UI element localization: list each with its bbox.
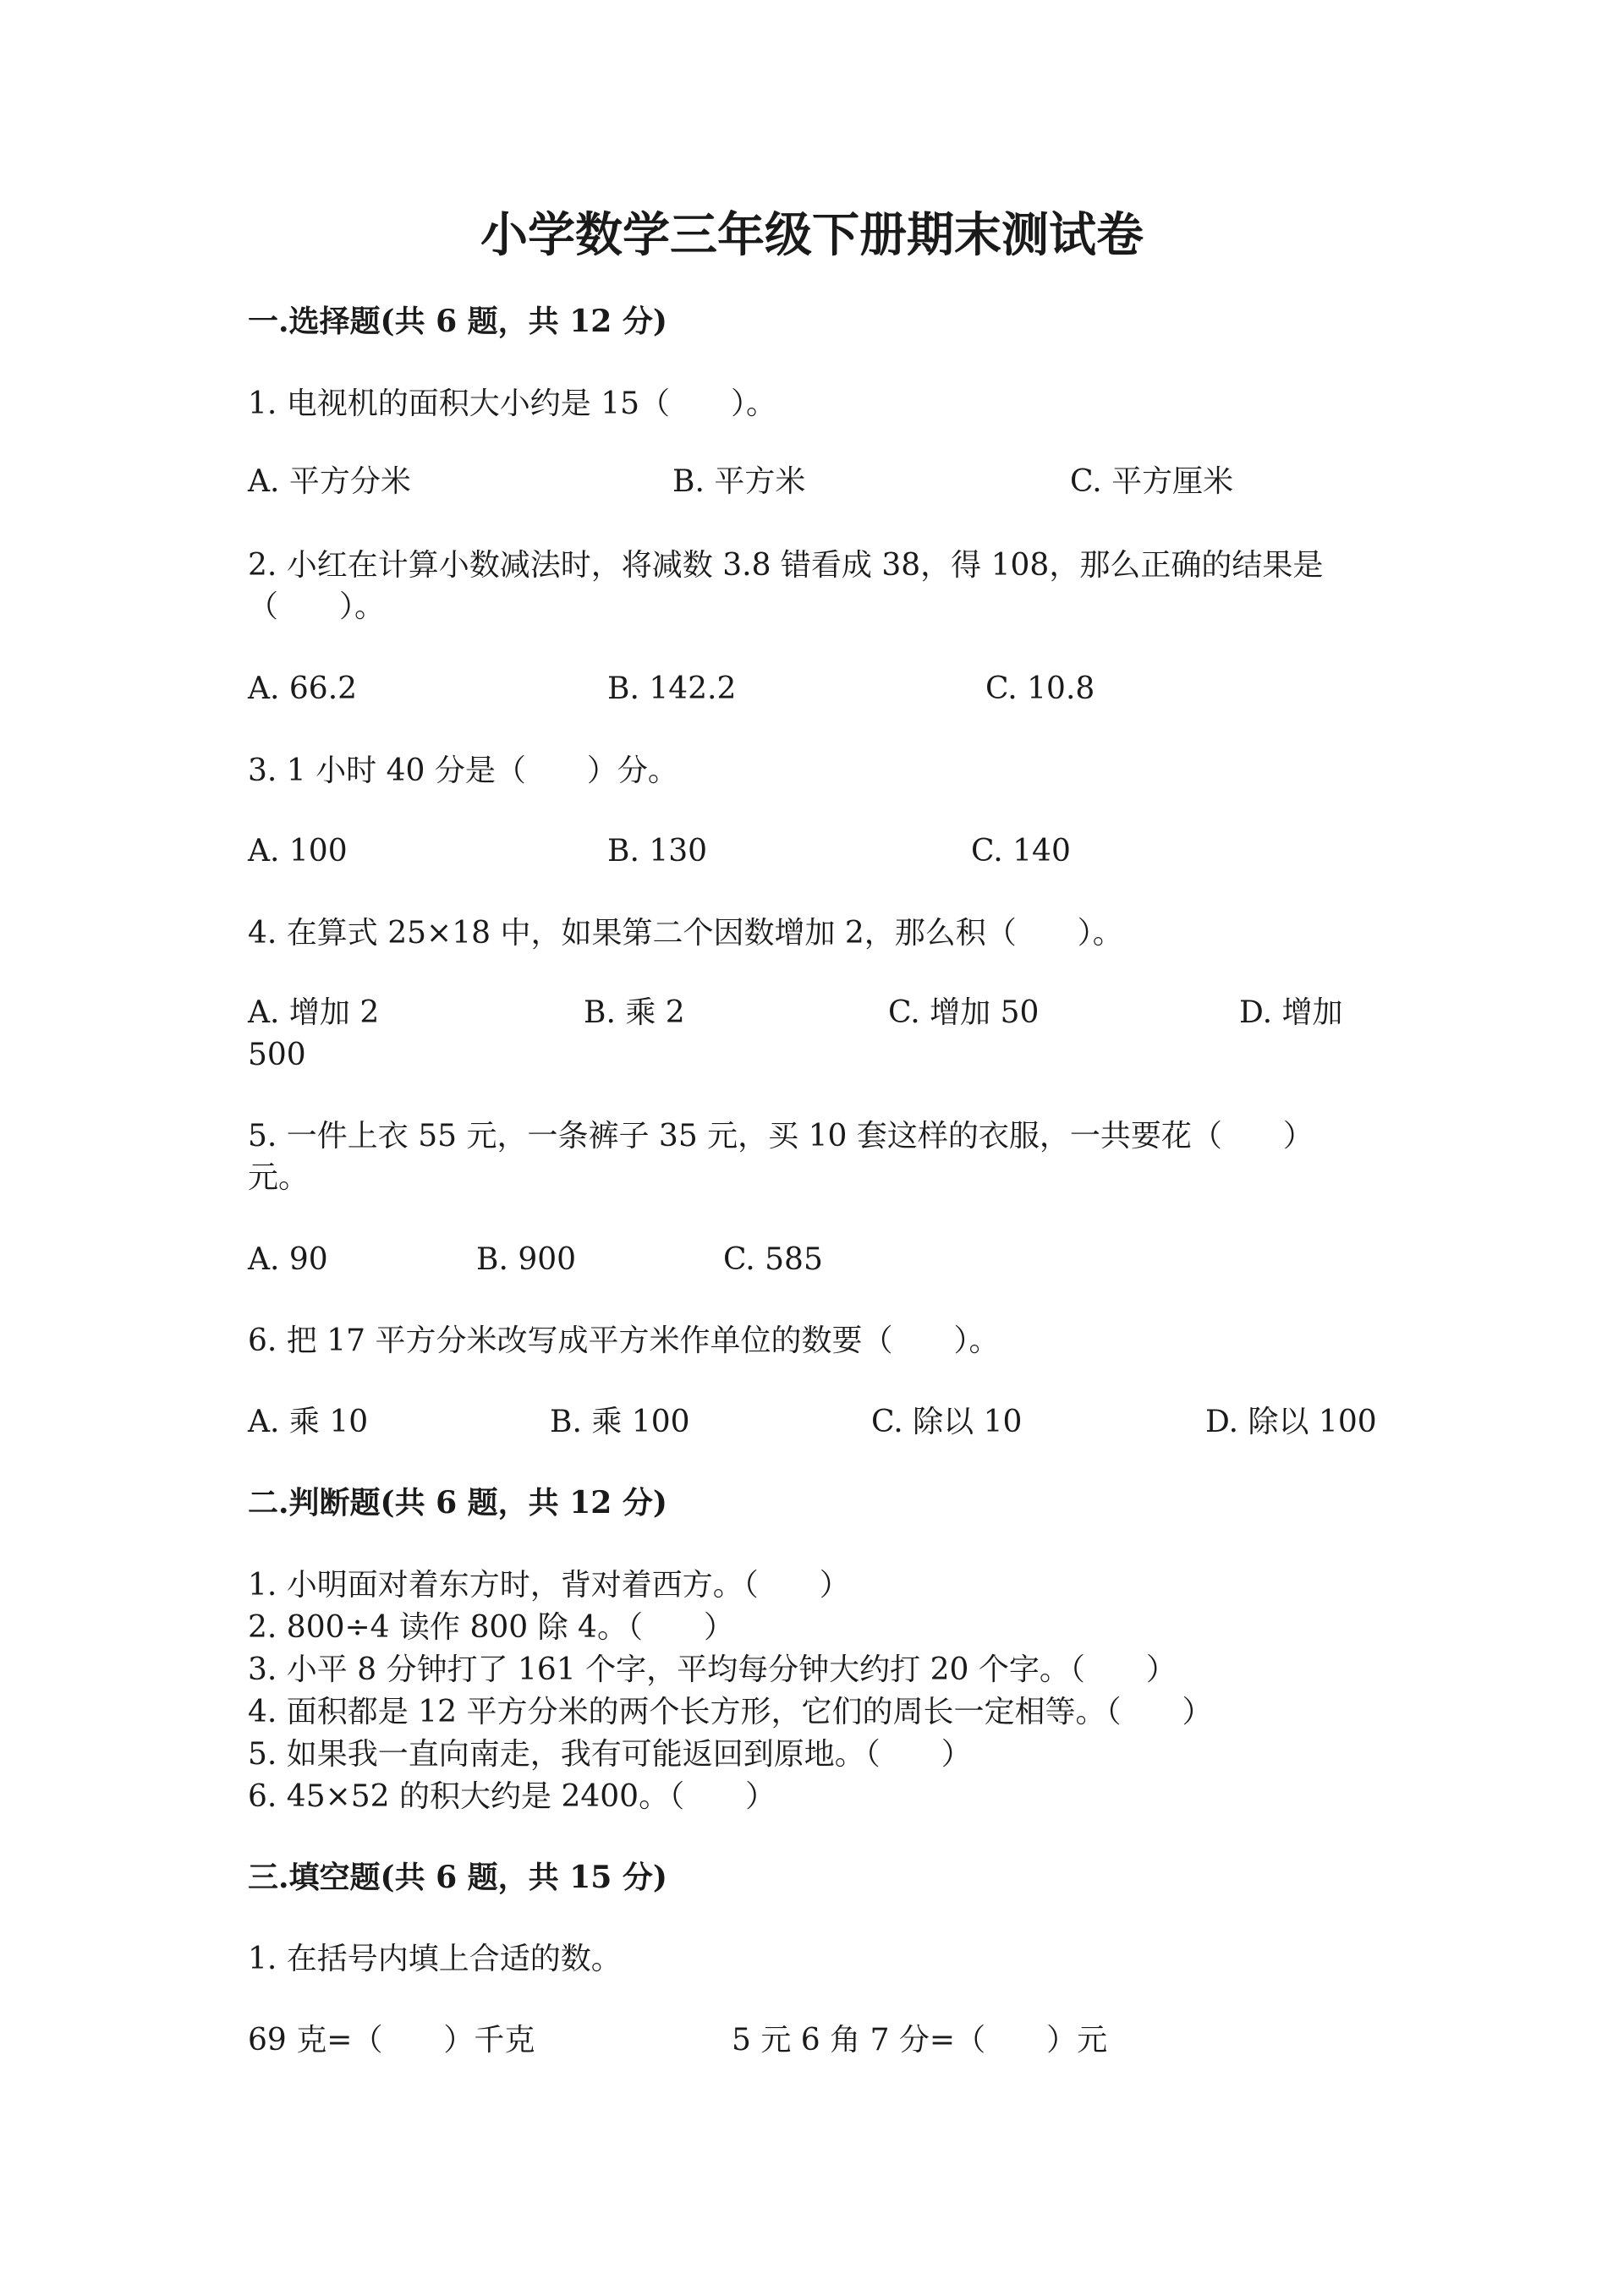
question-6-option-a: A. 乘 10: [248, 1405, 369, 1439]
question-3-option-b: B. 130: [607, 834, 708, 869]
judgement-item-3: 3. 小平 8 分钟打了 161 个字，平均每分钟大约打 20 个字。（ ）: [248, 1652, 1177, 1687]
question-6-option-b: B. 乘 100: [550, 1405, 690, 1439]
judgement-item-5: 5. 如果我一直向南走，我有可能返回到原地。（ ）: [248, 1737, 972, 1772]
question-4-option-d: D. 增加: [1239, 995, 1343, 1030]
question-4-option-c: C. 增加 50: [888, 995, 1040, 1030]
judgement-item-1: 1. 小明面对着东方时，背对着西方。（ ）: [248, 1568, 850, 1603]
question-1-option-a: A. 平方分米: [248, 464, 411, 499]
question-5-stem-line1: 5. 一件上衣 55 元，一条裤子 35 元，买 10 套这样的衣服，一共要花（ ）: [248, 1119, 1314, 1153]
question-3-option-c: C. 140: [971, 834, 1071, 869]
question-4-stem: 4. 在算式 25×18 中，如果第二个因数增加 2，那么积（ ）。: [248, 916, 1123, 951]
question-2-stem-line1: 2. 小红在计算小数减法时，将减数 3.8 错看成 38，得 108，那么正确的结果是: [248, 548, 1324, 583]
question-2-option-b: B. 142.2: [607, 671, 737, 706]
question-1-option-c: C. 平方厘米: [1070, 464, 1234, 499]
question-4-option-d-continued: 500: [248, 1038, 306, 1072]
question-2-stem-line2: （ ）。: [248, 589, 386, 624]
question-5-option-b: B. 900: [476, 1242, 577, 1277]
question-6-stem: 6. 把 17 平方分米改写成平方米作单位的数要（ ）。: [248, 1323, 1000, 1358]
question-2-option-a: A. 66.2: [248, 671, 358, 706]
judgement-item-2: 2. 800÷4 读作 800 除 4。（ ）: [248, 1610, 734, 1645]
fill-blank-yuan: 5 元 6 角 7 分=（ ）元: [732, 2023, 1108, 2058]
section-heading-fill-in: 三.填空题(共 6 题，共 15 分): [248, 1860, 667, 1895]
judgement-item-4: 4. 面积都是 12 平方分米的两个长方形，它们的周长一定相等。（ ）: [248, 1695, 1213, 1729]
question-1-option-b: B. 平方米: [672, 464, 806, 499]
question-6-option-d: D. 除以 100: [1205, 1405, 1377, 1439]
question-5-option-a: A. 90: [248, 1242, 328, 1277]
question-3-option-a: A. 100: [248, 834, 348, 869]
section-heading-choice: 一.选择题(共 6 题，共 12 分): [248, 304, 667, 339]
fill-question-1-stem: 1. 在括号内填上合适的数。: [248, 1942, 622, 1976]
question-6-option-c: C. 除以 10: [871, 1405, 1023, 1439]
page-title: 小学数学三年级下册期末测试卷: [480, 207, 1144, 263]
question-5-stem-line2: 元。: [248, 1160, 310, 1195]
question-2-option-c: C. 10.8: [985, 671, 1095, 706]
question-4-option-a: A. 增加 2: [248, 995, 380, 1030]
fill-blank-grams: 69 克=（ ）千克: [248, 2023, 535, 2058]
section-heading-judgement: 二.判断题(共 6 题，共 12 分): [248, 1485, 667, 1521]
question-4-option-b: B. 乘 2: [584, 995, 685, 1030]
question-3-stem: 3. 1 小时 40 分是（ ）分。: [248, 753, 678, 788]
judgement-item-6: 6. 45×52 的积大约是 2400。（ ）: [248, 1779, 776, 1814]
question-1-stem: 1. 电视机的面积大小约是 15（ ）。: [248, 386, 777, 421]
question-5-option-c: C. 585: [723, 1242, 823, 1277]
